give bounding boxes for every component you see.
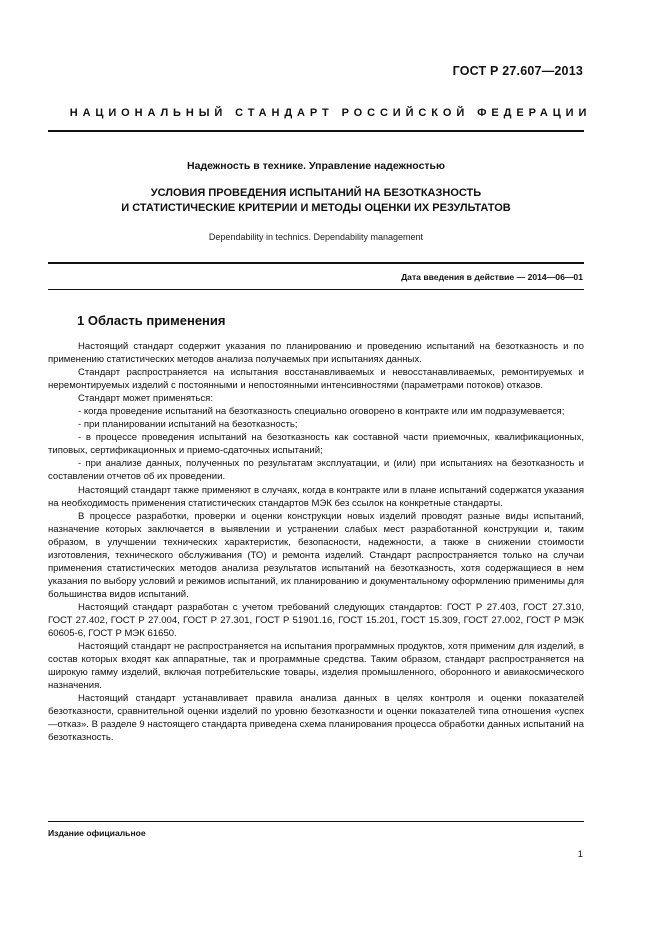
title-line: УСЛОВИЯ ПРОВЕДЕНИЯ ИСПЫТАНИЙ НА БЕЗОТКАЗНОСТЬ <box>150 187 482 199</box>
edition-label: Издание официальное <box>48 828 146 838</box>
header-divider <box>48 130 584 132</box>
document-title <box>48 186 584 216</box>
section-heading: 1 Область применения <box>77 313 226 328</box>
national-standard-header: НАЦИОНАЛЬНЫЙ СТАНДАРТ РОССИЙСКОЙ ФЕДЕРАЦИИ <box>69 107 592 119</box>
paragraph: Настоящий стандарт не распространяется на испытания программных продуктов, хотя применим для изделий, в состав которых входят как аппаратные, так и программные средства. Таким образом, стандарт распространяется на широкую гамму изделий, включая потребительские товары, изделия промышленного, оборонного и авиакосмического назначения. <box>48 641 584 692</box>
footer-divider <box>48 821 584 822</box>
english-title: Dependability in technics. Dependability management <box>208 232 424 242</box>
paragraph: Настоящий стандарт разработан с учетом требований следующих стандартов: ГОСТ Р 27.403, ГОСТ 27.310, ГОСТ 27.402, ГОСТ Р 27.004, ГОСТ Р 27.301, ГОСТ Р 51901.16, ГОСТ 15.201, ГОСТ 15.309, ГОСТ 27.002, ГОСТ Р МЭК 60605-6, ГОСТ Р МЭК 61650. <box>48 601 584 640</box>
paragraph: Настоящий стандарт также применяют в случаях, когда в контракте или в плане испытаний содержатся указания на необходимость применения статистических стандартов МЭК без ссылок на конкретные стандарты. <box>48 484 584 509</box>
document-subtitle: Надежность в технике. Управление надежностью <box>187 160 445 172</box>
list-item: - когда проведение испытаний на безотказность специально оговорено в контракте или им подразумевается; <box>78 406 565 418</box>
list-item: - при анализе данных, полученных по результатам эксплуатации, и (или) при испытаниях на безотказность и составлении отчетов об их проведении. <box>48 458 584 483</box>
paragraph: В процессе разработки, проверки и оценки конструкции новых изделий проводят разные виды испытаний, назначение которых заключается в выявлении и устранении слабых мест разработанной конструкции и, таким образом, в улучшении технических характеристик, безопасности, надежности, а также в снижении стоимости изготовления, технического обслуживания (ТО) и ремонта изделий. Стандарт распространяется только на случаи применения статистических методов анализа результатов испытаний на безотказность, хотя содержащиеся в нем указания по выбору условий и режимов испытаний, их планированию и документальному оформлению применимы для большинства видов испытаний. <box>48 510 584 600</box>
title-divider <box>48 262 584 264</box>
page-number: 1 <box>577 849 583 860</box>
standard-code: ГОСТ Р 27.607—2013 <box>452 64 583 78</box>
date-divider <box>48 289 584 290</box>
paragraph: Настоящий стандарт устанавливает правила анализа данных в целях контроля и оценки показателей безотказности, сравнительной оценки изделий по уровню безотказности и оценки показателей типа отношения «успех—отказ». В разделе 9 настоящего стандарта приведена схема планирования процесса обработки данных испытаний на безотказность. <box>48 693 584 744</box>
list-item: - при планировании испытаний на безотказность; <box>78 419 298 431</box>
effective-date: Дата введения в действие — 2014—06—01 <box>401 272 583 282</box>
list-item: - в процессе проведения испытаний на безотказность как составной части приемочных, квалификационных, типовых, сертификационных и приемо-сдаточных испытаний; <box>48 432 584 457</box>
paragraph: Стандарт распространяется на испытания восстанавливаемых и невосстанавливаемых, ремонтируемых и неремонтируемых изделий с постоянными и непостоянными интенсивностями (параметрами потоков) отказов. <box>48 367 584 392</box>
paragraph: Настоящий стандарт содержит указания по планированию и проведению испытаний на безотказность и по применению статистических методов анализа получаемых при испытаниях данных. <box>48 341 584 366</box>
section-body <box>48 340 584 744</box>
paragraph: Стандарт может применяться: <box>78 393 213 405</box>
title-line: И СТАТИСТИЧЕСКИЕ КРИТЕРИИ И МЕТОДЫ ОЦЕНКИ ИХ РЕЗУЛЬТАТОВ <box>121 202 511 214</box>
